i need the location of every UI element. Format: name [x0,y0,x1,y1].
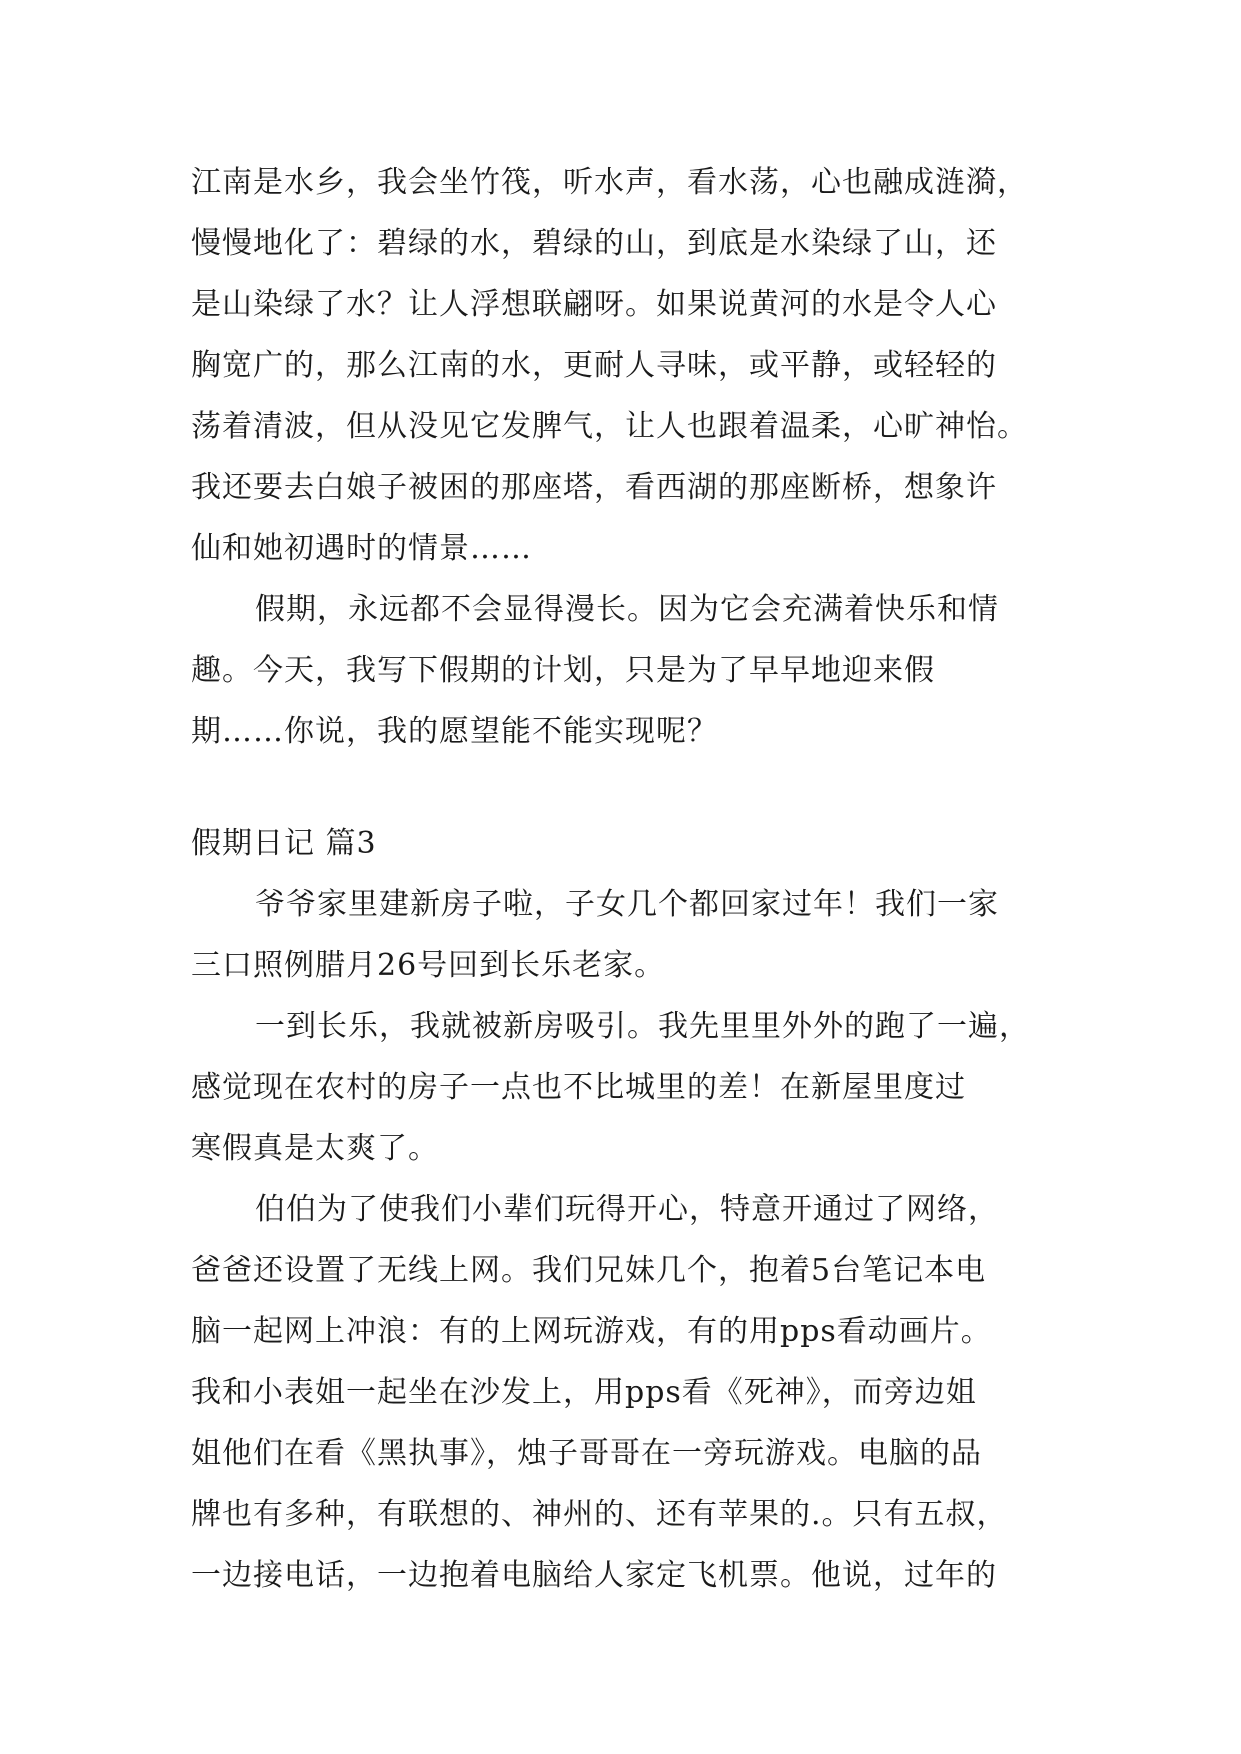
text-line: 仙和她初遇时的情景…… [191,531,532,566]
text-line: 趣。今天，我写下假期的计划，只是为了早早地迎来假 [191,653,935,688]
text-line: 荡着清波，但从没见它发脾气，让人也跟着温柔，心旷神怡。 [191,409,1028,444]
paragraph [191,874,1061,996]
text-line: 牌也有多种，有联想的、神州的、还有苹果的.。只有五叔， [191,1497,1008,1532]
text-line: 三口照例腊月26号回到长乐老家。 [191,948,666,983]
paragraph [191,1179,1061,1606]
text-line: 一到长乐，我就被新房吸引。我先里里外外的跑了一遍， [255,1009,1030,1044]
paragraph [191,996,1061,1179]
text-line: 我还要去白娘子被困的那座塔，看西湖的那座断桥，想象许 [191,470,997,505]
text-line: 是山染绿了水？让人浮想联翩呀。如果说黄河的水是令人心 [191,287,997,322]
text-line: 一边接电话，一边抱着电脑给人家定飞机票。他说，过年的 [191,1558,997,1593]
text-line: 爷爷家里建新房子啦，子女几个都回家过年！我们一家 [255,887,999,922]
text-line: 寒假真是太爽了。 [191,1131,439,1166]
text-line: 我和小表姐一起坐在沙发上，用pps看《死神》，而旁边姐 [191,1375,977,1410]
text-line: 胸宽广的，那么江南的水，更耐人寻味，或平静，或轻轻的 [191,348,997,383]
text-line: 伯伯为了使我们小辈们玩得开心，特意开通过了网络， [255,1192,999,1227]
text-line: 慢慢地化了：碧绿的水，碧绿的山，到底是水染绿了山，还 [191,226,997,261]
text-line: 假期，永远都不会显得漫长。因为它会充满着快乐和情 [255,592,999,627]
text-line: 感觉现在农村的房子一点也不比城里的差！在新屋里度过 [191,1070,966,1105]
text-line: 脑一起网上冲浪：有的上网玩游戏，有的用pps看动画片。 [191,1314,992,1349]
paragraph [191,579,1061,762]
text-line: 江南是水乡，我会坐竹筏，听水声，看水荡，心也融成涟漪， [191,165,1028,200]
text-line: 爸爸还设置了无线上网。我们兄妹几个，抱着5台笔记本电 [191,1253,987,1288]
section-title: 假期日记 篇3 [191,826,377,861]
paragraph [191,152,1061,579]
section-spacer [191,762,1061,813]
text-line: 姐他们在看《黑执事》，烛子哥哥在一旁玩游戏。电脑的品 [191,1436,982,1471]
text-line: 期……你说，我的愿望能不能实现呢？ [191,714,718,749]
document-body [191,152,1061,1606]
